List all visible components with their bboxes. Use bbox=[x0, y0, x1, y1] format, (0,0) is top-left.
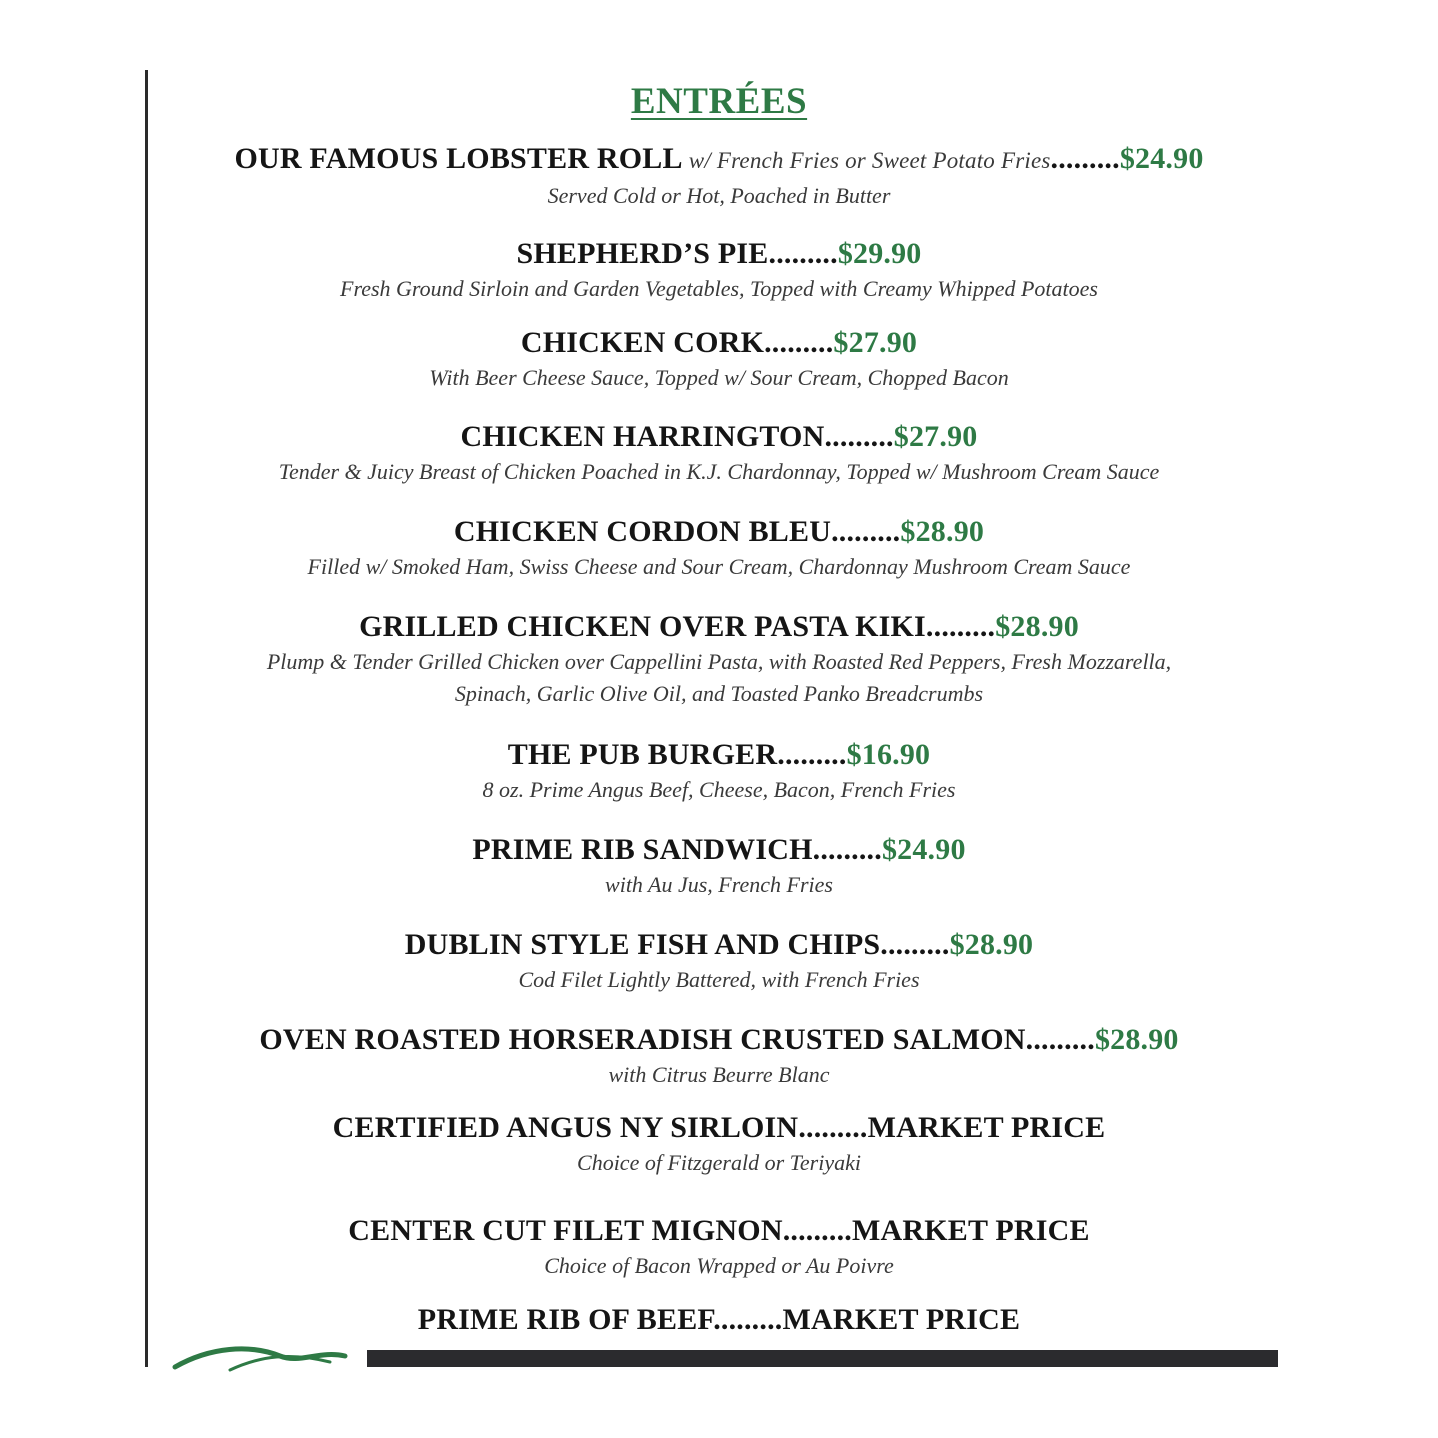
item-name: CERTIFIED ANGUS NY SIRLOIN bbox=[332, 1111, 799, 1144]
item-dots: ......... bbox=[713, 1303, 783, 1336]
item-description: Fresh Ground Sirloin and Garden Vegetables, Topped with Creamy Whipped Potatoes bbox=[340, 276, 1098, 301]
item-dots: ......... bbox=[831, 515, 901, 548]
menu-item-pub-burger bbox=[0, 738, 1438, 806]
item-description-line-2: Spinach, Garlic Olive Oil, and Toasted Panko Breadcrumbs bbox=[454, 681, 984, 706]
item-price: $28.90 bbox=[1094, 1023, 1179, 1056]
item-dots: ......... bbox=[1025, 1023, 1095, 1056]
menu-title: ENTRÉES bbox=[630, 81, 808, 122]
decorative-flourish-icon bbox=[170, 1342, 360, 1372]
item-name: CHICKEN CORK bbox=[520, 326, 765, 359]
item-price: $29.90 bbox=[837, 237, 922, 270]
item-description: Choice of Bacon Wrapped or Au Poivre bbox=[544, 1253, 894, 1278]
item-name: OUR FAMOUS LOBSTER ROLL bbox=[234, 142, 682, 175]
item-price: MARKET PRICE bbox=[782, 1303, 1021, 1336]
item-description: with Citrus Beurre Blanc bbox=[608, 1062, 830, 1087]
item-description: Cod Filet Lightly Battered, with French Fries bbox=[518, 967, 920, 992]
item-name: THE PUB BURGER bbox=[507, 738, 778, 771]
menu-item-shepherds-pie bbox=[0, 237, 1438, 305]
item-description: Served Cold or Hot, Poached in Butter bbox=[547, 183, 891, 208]
item-description: Choice of Fitzgerald or Teriyaki bbox=[577, 1150, 861, 1175]
item-dots: ......... bbox=[768, 237, 838, 270]
item-name: OVEN ROASTED HORSERADISH CRUSTED SALMON bbox=[259, 1023, 1026, 1056]
item-description: With Beer Cheese Sauce, Topped w/ Sour Cream, Chopped Bacon bbox=[429, 365, 1009, 390]
item-description: 8 oz. Prime Angus Beef, Cheese, Bacon, French Fries bbox=[482, 777, 956, 802]
menu-item-chicken-cordon-bleu bbox=[0, 515, 1438, 583]
menu-item-prime-rib-of-beef bbox=[0, 1303, 1438, 1337]
item-price: $16.90 bbox=[846, 738, 931, 771]
item-dots: ......... bbox=[925, 610, 996, 643]
item-name: CENTER CUT FILET MIGNON bbox=[348, 1214, 783, 1247]
menu-item-lobster-roll bbox=[0, 142, 1438, 212]
item-dots: ......... bbox=[1050, 142, 1120, 175]
item-price: $27.90 bbox=[893, 420, 978, 453]
item-name: PRIME RIB OF BEEF bbox=[417, 1303, 714, 1336]
item-name: GRILLED CHICKEN OVER PASTA KIKI bbox=[359, 610, 926, 643]
item-description: Plump & Tender Grilled Chicken over Cappellini Pasta, with Roasted Red Peppers, Fresh Mozzarella, bbox=[266, 649, 1172, 674]
menu-item-fish-and-chips bbox=[0, 928, 1438, 996]
item-name: DUBLIN STYLE FISH AND CHIPS bbox=[404, 928, 881, 961]
item-price: $28.90 bbox=[900, 515, 985, 548]
menu-item-ny-sirloin bbox=[0, 1111, 1438, 1179]
menu-item-chicken-cork bbox=[0, 326, 1438, 394]
item-price: MARKET PRICE bbox=[867, 1111, 1106, 1144]
item-name: CHICKEN CORDON BLEU bbox=[453, 515, 832, 548]
item-price: $28.90 bbox=[949, 928, 1034, 961]
item-dots: ......... bbox=[812, 833, 882, 866]
item-name: CHICKEN HARRINGTON bbox=[460, 420, 825, 453]
item-dots: ......... bbox=[880, 928, 950, 961]
menu-item-prime-rib-sandwich bbox=[0, 833, 1438, 901]
footer-bar bbox=[367, 1350, 1278, 1367]
item-price: $28.90 bbox=[995, 610, 1079, 643]
item-name: PRIME RIB SANDWICH bbox=[472, 833, 813, 866]
item-price: $24.90 bbox=[881, 833, 966, 866]
item-price: $24.90 bbox=[1119, 142, 1204, 175]
menu-item-chicken-harrington bbox=[0, 420, 1438, 488]
item-description: Tender & Juicy Breast of Chicken Poached in K.J. Chardonnay, Topped w/ Mushroom Cream Sauce bbox=[278, 459, 1160, 484]
item-name: SHEPHERD’S PIE bbox=[516, 237, 769, 270]
item-dots: ......... bbox=[782, 1214, 852, 1247]
item-dots: ......... bbox=[764, 326, 834, 359]
menu-item-salmon bbox=[0, 1023, 1438, 1091]
item-description: with Au Jus, French Fries bbox=[605, 872, 833, 897]
item-dots: ......... bbox=[798, 1111, 868, 1144]
item-dots: ......... bbox=[777, 738, 847, 771]
item-inline-note: w/ French Fries or Sweet Potato Fries bbox=[688, 148, 1051, 173]
menu-item-grilled-chicken-pasta bbox=[0, 610, 1438, 710]
item-price: $27.90 bbox=[833, 326, 918, 359]
item-description: Filled w/ Smoked Ham, Swiss Cheese and Sour Cream, Chardonnay Mushroom Cream Sauce bbox=[307, 554, 1131, 579]
item-price: MARKET PRICE bbox=[852, 1214, 1090, 1247]
item-dots: ......... bbox=[824, 420, 894, 453]
menu-item-filet-mignon bbox=[0, 1214, 1438, 1282]
